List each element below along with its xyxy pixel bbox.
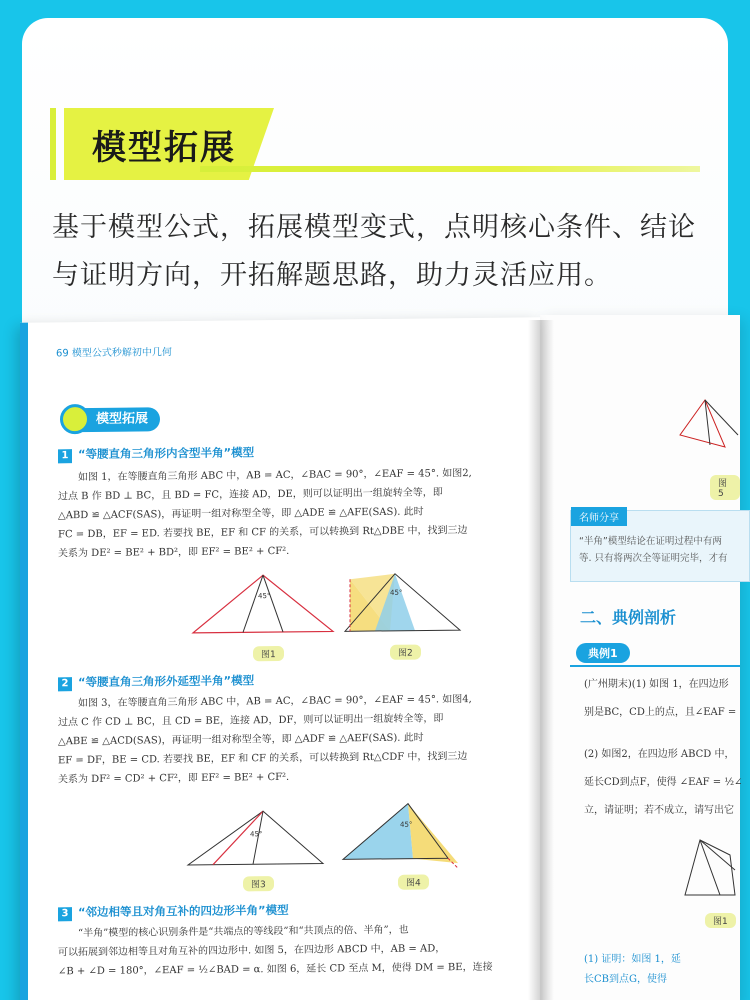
book-spine-shadow xyxy=(528,320,554,1000)
example-fig1-label: 图1 xyxy=(705,913,736,928)
item-3-line-2: 可以拓展到邻边相等且对角互补的四边形中. 如图 5，在四边形 ABCD 中，AB = AD， xyxy=(58,943,446,959)
svg-text:45°: 45° xyxy=(390,588,403,597)
example-badge: 典例1 xyxy=(576,643,630,663)
fig2-label: 图2 xyxy=(390,645,421,660)
item-1-line-3: △ABD ≌ △ACF(SAS)，再证明一组对称型全等，即 △ADE ≌ △AFE(SAS). 此时 xyxy=(58,506,424,522)
example-line-5: 立，请证明；若不成立，请写出它 xyxy=(584,805,734,816)
item-2-line-5: 关系为 DF² = CD² + CF²，即 EF² = BE² + CF². xyxy=(58,771,290,786)
example-line-4: 延长CD到点F，使得 ∠EAF = ½∠ xyxy=(584,777,743,788)
section-badge-icon xyxy=(60,404,90,434)
example-line-2: 别是BC，CD上的点，且∠EAF = xyxy=(584,707,737,718)
banner-title: 模型拓展 xyxy=(92,128,236,168)
item-2-line-3: △ABE ≌ △ACD(SAS)，再证明一组对称型全等，即 △ADF ≌ △AEF(SAS). 此时 xyxy=(58,732,424,748)
item-3-number: 3 xyxy=(58,907,72,921)
item-2-title-text: “等腰直角三角形外延型半角”模型 xyxy=(78,673,255,690)
intro-text xyxy=(52,204,712,300)
tip-line-2: 等. 只有将两次全等证明完毕，才有 xyxy=(579,553,728,564)
item-2-line-2: 过点 C 作 CD ⊥ BC，且 CD = BE，连接 AD，DF，则可以证明出一组旋转全等，即 xyxy=(58,713,444,729)
item-1-line-1: 如图 1，在等腰直角三角形 ABC 中，AB = AC，∠BAC = 90°，∠EAF = 45°. 如图2, xyxy=(78,467,472,484)
tip-tag: 名师分享 xyxy=(571,507,627,526)
svg-text:45°: 45° xyxy=(250,830,263,839)
item-1-line-4: FC = DB，EF = ED. 若要找 BE，EF 和 CF 的关系，可以转换到 Rt△DBE 中，找到三边 xyxy=(58,525,468,541)
item-1-number: 1 xyxy=(58,449,72,463)
example-figure-1 xyxy=(680,835,740,905)
intro-line-2: 与证明方向，开拓解题思路，助力灵活应用。 xyxy=(52,260,612,291)
figure-2 xyxy=(340,568,470,639)
item-3-title-text: “邻边相等且对角互补的四边形半角”模型 xyxy=(78,902,289,920)
svg-text:45°: 45° xyxy=(258,592,271,601)
tip-box xyxy=(570,510,750,582)
figure-1 xyxy=(188,569,338,641)
fig5-label: 图5 xyxy=(710,475,740,500)
item-1-paragraph xyxy=(58,463,528,563)
figure-5 xyxy=(670,395,740,455)
book-spread xyxy=(20,310,743,1000)
left-page xyxy=(20,317,540,1000)
section-2-heading: 二、典例剖析 xyxy=(580,608,677,627)
solution-line-2: 长CB到点G，使得 xyxy=(584,974,667,985)
fig4-label: 图4 xyxy=(398,874,429,889)
example-line-3: (2) 如图2，在四边形 ABCD 中， xyxy=(584,749,735,760)
item-1-title-text: “等腰直角三角形内含型半角”模型 xyxy=(78,445,255,462)
item-1-line-5: 关系为 DE² = BE² + BD²，即 EF² = BE² + CF². xyxy=(58,545,290,560)
item-1-title xyxy=(58,444,254,463)
banner-underline xyxy=(200,166,700,172)
item-1-line-2: 过点 B 作 BD ⊥ BC，且 BD = FC，连接 AD，DE，则可以证明出一组旋转全等，即 xyxy=(58,487,443,503)
item-2-number: 2 xyxy=(58,677,72,691)
item-2-title xyxy=(58,672,254,691)
tip-text xyxy=(579,533,749,567)
item-3-line-3: ∠B + ∠D = 180°，∠EAF = ½∠BAD = α. 如图 6，延长 CD 至点 M，使得 DM = BE，连接 xyxy=(58,961,493,978)
item-3-title xyxy=(58,902,289,921)
fig1-label: 图1 xyxy=(253,646,284,661)
figure-3 xyxy=(178,805,328,873)
fig3-label: 图3 xyxy=(243,876,274,891)
right-page xyxy=(540,315,743,1000)
tip-line-1: “半角”模型结论在证明过程中有两 xyxy=(579,536,722,547)
intro-line-1: 基于模型公式，拓展模型变式，点明核心条件、结论 xyxy=(52,212,696,243)
item-3-line-1: “半角”模型的核心识别条件是“共端点的等线段”和“共顶点的倍、半角”，也 xyxy=(78,924,409,940)
example-rule xyxy=(570,665,740,667)
solution-line-1: (1) 证明：如图 1，延 xyxy=(584,954,681,965)
section-badge: 模型拓展 xyxy=(68,407,160,432)
figure-4 xyxy=(338,798,478,871)
page-header: 69 模型公式秒解初中几何 xyxy=(56,347,172,360)
svg-text:45°: 45° xyxy=(400,820,413,829)
banner-accent-bar xyxy=(50,108,56,180)
item-2-paragraph xyxy=(58,689,528,789)
section-banner xyxy=(50,108,700,180)
item-2-line-1: 如图 3，在等腰直角三角形 ABC 中，AB = AC，∠BAC = 90°，∠EAF = 45°. 如图4, xyxy=(78,693,472,710)
item-3-paragraph xyxy=(58,919,528,981)
item-2-line-4: EF = DF，BE = CD. 若要找 BE，EF 和 CF 的关系，可以转换到 Rt△CDF 中，找到三边 xyxy=(58,751,468,767)
example-line-1: (广州期末)(1) 如图 1，在四边形 xyxy=(584,679,729,690)
